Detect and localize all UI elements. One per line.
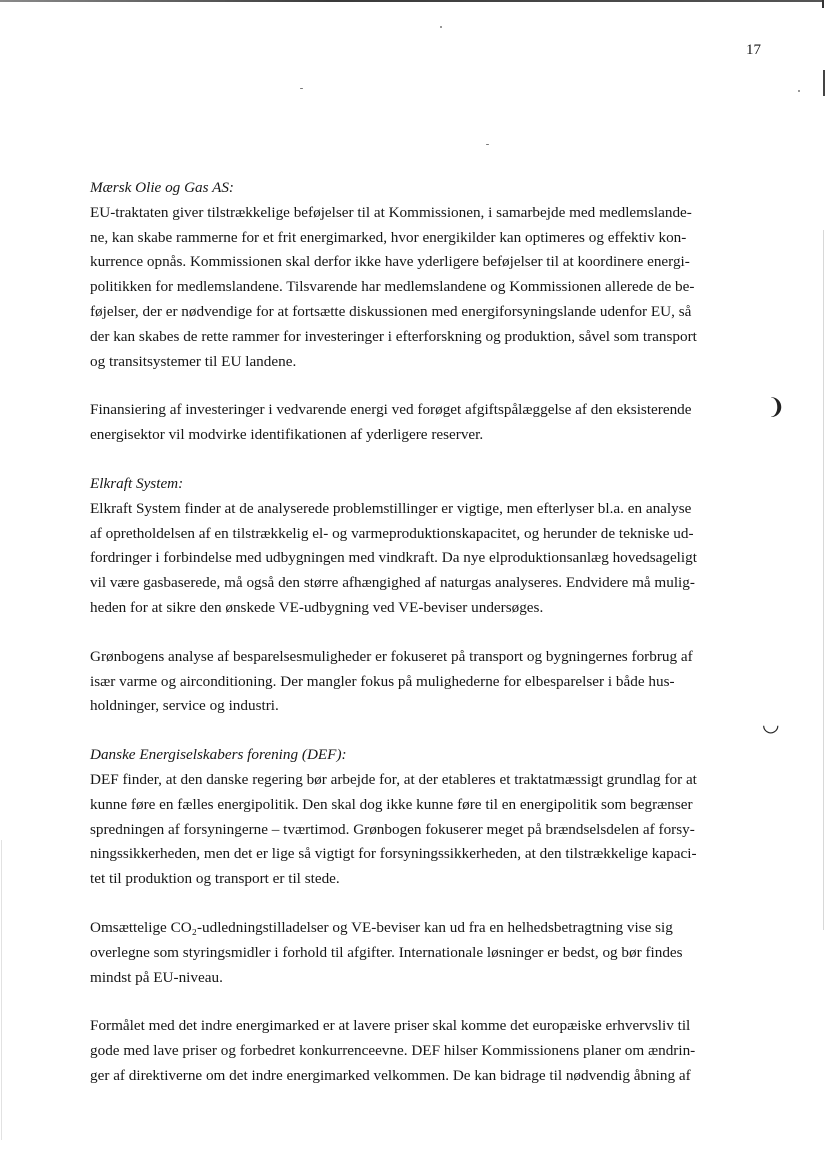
right-scan-edge xyxy=(823,70,825,96)
paragraph-line: politikken for medlemslandene. Tilsvarende har medlemslandene og Kommissionen allerede de be- xyxy=(90,278,695,296)
paragraph-line: fordringer i forbindelse med udbygningen med vindkraft. Da nye elproduktionsanlæg hovedsageligt xyxy=(90,549,697,567)
paragraph-line: energisektor vil modvirke identifikationen af yderligere reserver. xyxy=(90,426,484,444)
scan-speck xyxy=(440,26,442,28)
left-scan-edge-faint xyxy=(1,840,2,1140)
paragraph-line: især varme og airconditioning. Der mangler fokus på mulighederne for elbesparelser i både hus- xyxy=(90,672,675,690)
scan-speck xyxy=(300,88,303,89)
paragraph-line: ne, kan skabe rammerne for et frit energimarked, hvor energikilder kan optimeres og effektiv kon- xyxy=(90,228,687,246)
paragraph-line: Omsættelige CO₂-udledningstilladelser og VE-beviser kan ud fra en helhedsbetragtning vise sig xyxy=(90,918,673,936)
paragraph-line: DEF finder, at den danske regering bør arbejde for, at der etableres et traktatmæssigt grundlag for at xyxy=(90,770,697,788)
paragraph-line: mindst på EU-niveau. xyxy=(90,968,223,986)
paragraph-line: Formålet med det indre energimarked er at lavere priser skal komme det europæiske erhvervsliv til xyxy=(90,1017,691,1035)
paragraph-line: der kan skabes de rette rammer for investeringer i efterforskning og produktion, såvel som transport xyxy=(90,327,697,345)
section-heading: Danske Energiselskabers forening (DEF): xyxy=(90,746,347,764)
document-body xyxy=(90,176,770,1089)
paragraph-line: gode med lave priser og forbedret konkurrenceevne. DEF hilser Kommissionens planer om ændrin- xyxy=(90,1042,696,1060)
section-heading: Elkraft System: xyxy=(90,474,184,492)
paragraph-line: ger af direktiverne om det indre energimarked velkommen. De kan bidrage til nødvendig åbning af xyxy=(90,1066,691,1084)
paragraph-line: ningssikkerheden, men det er lige så vigtigt for forsyningssikkerheden, at den tilstrækkelige kapaci- xyxy=(90,845,697,863)
section-heading: Mærsk Olie og Gas AS: xyxy=(90,179,234,196)
paragraph-line: heden for at sikre den ønskede VE-udbygning ved VE-beviser undersøges. xyxy=(90,598,544,616)
paragraph-line: spredningen af forsyningerne – tværtimod. Grønbogen fokuserer meget på brændselsdelen af forsy- xyxy=(90,820,695,838)
top-scan-edge xyxy=(0,0,822,2)
paragraph-line: af opretholdelsen af en tilstrækkelig el- og varmeproduktionskapacitet, og herunder de tekniske ud- xyxy=(90,524,694,542)
paragraph-line: Finansiering af investeringer i vedvarende energi ved forøget afgiftspålæggelse af den eksisterende xyxy=(90,401,692,419)
margin-circle-mark: ◡ xyxy=(762,714,780,736)
scan-speck xyxy=(798,90,800,92)
scan-speck xyxy=(486,144,489,145)
paragraph-line: holdninger, service og industri. xyxy=(90,697,279,715)
right-scan-edge-faint xyxy=(823,230,824,930)
right-scan-tick xyxy=(822,0,824,8)
paragraph-line: tet til produktion og transport er til stede. xyxy=(90,870,340,888)
paragraph-line: og transitsystemer til EU landene. xyxy=(90,352,297,370)
paragraph-line: kunne føre en fælles energipolitik. Den skal dog ikke kunne føre til en energipolitik som begrænser xyxy=(90,795,693,813)
page-number: 17 xyxy=(746,42,761,58)
margin-bracket-mark: ❩ xyxy=(767,394,786,419)
paragraph-line: vil være gasbaserede, må også den større afhængighed af naturgas analyseres. Endvidere må mulig- xyxy=(90,574,695,592)
paragraph-line: kurrence opnås. Kommissionen skal derfor ikke have yderligere beføjelser til at koordinere energi- xyxy=(90,253,690,271)
paragraph-line: Elkraft System finder at de analyserede problemstillinger er vigtige, men efterlyser bl.a. en analyse xyxy=(90,499,692,517)
paragraph-line: overlegne som styringsmidler i forhold til afgifter. Internationale løsninger er bedst, og bør findes xyxy=(90,943,683,961)
paragraph-line: Grønbogens analyse af besparelsesmuligheder er fokuseret på transport og bygningernes forbrug af xyxy=(90,647,693,665)
paragraph-line: føjelser, der er nødvendige for at fortsætte diskussionen med energiforsyningslande udenfor EU, så xyxy=(90,302,692,320)
paragraph-line: EU-traktaten giver tilstrækkelige beføjelser til at Kommissionen, i samarbejde med medlemslande- xyxy=(90,203,692,221)
